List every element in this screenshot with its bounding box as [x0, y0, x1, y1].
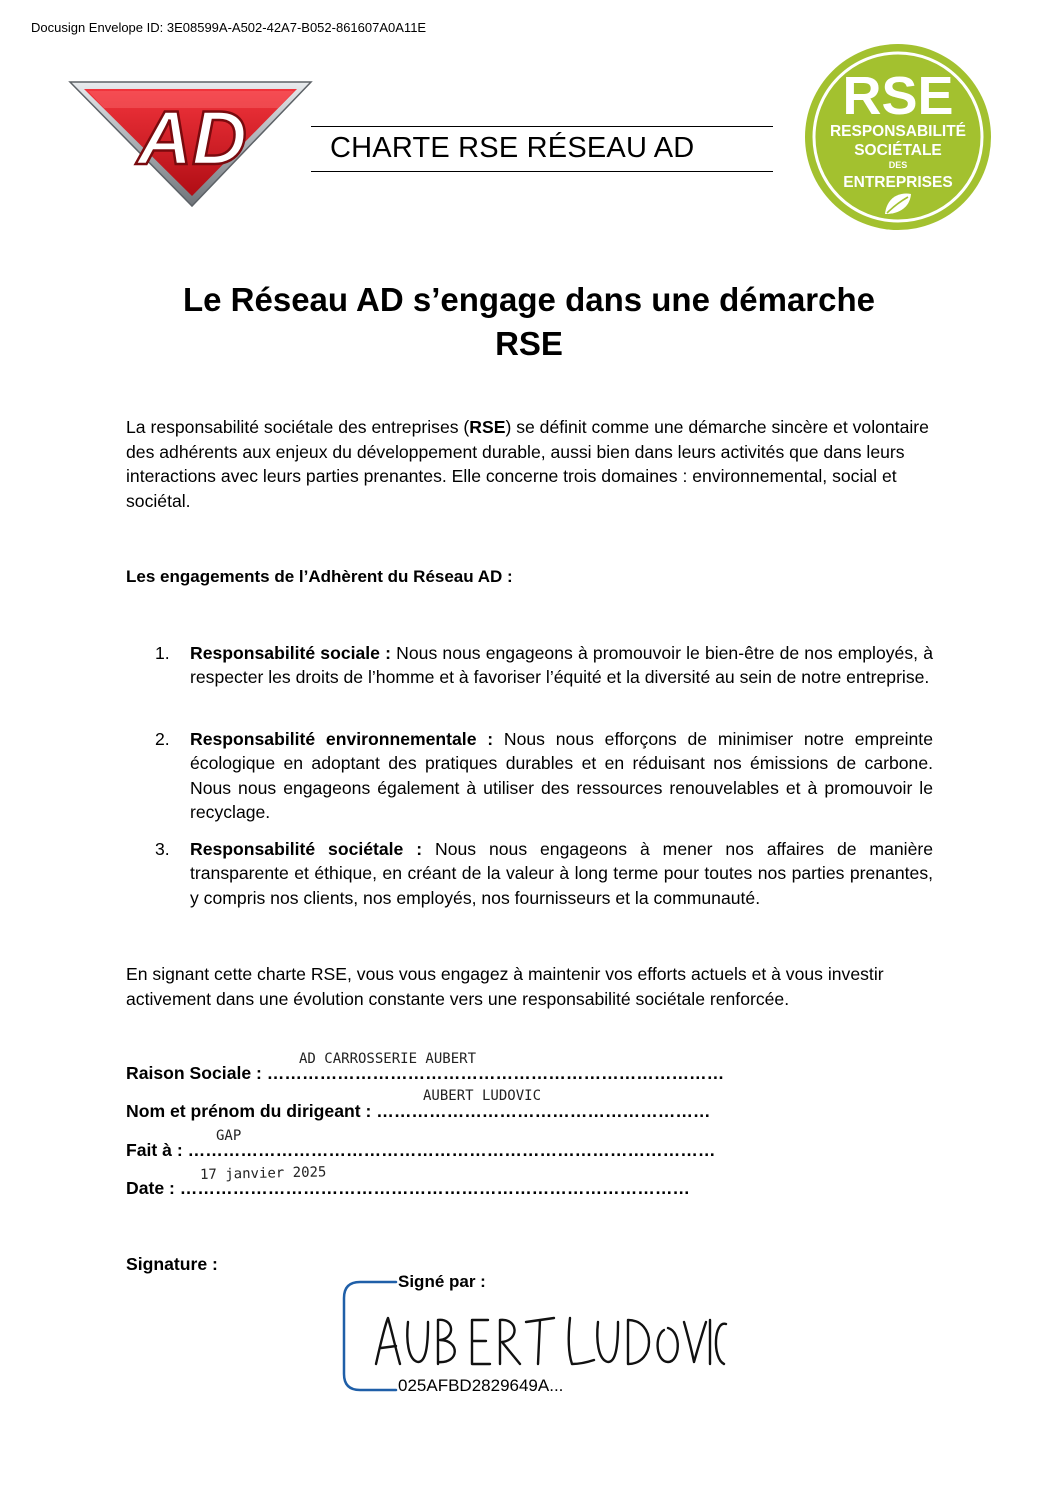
intro-part-1: La responsabilité sociétale des entreprises (	[126, 417, 470, 437]
list-item-text: Nous nous engageons à mener nos affaires de manière transparente et éthique, en créant de la valeur à long terme pour toutes nos parties prenantes, y compris nos clients, nos employés, nos fournisseurs et la communauté.	[190, 839, 933, 908]
rse-logo-line3: DES	[888, 160, 908, 170]
signature-block[interactable]	[338, 1270, 738, 1405]
list-item-title: Responsabilité environnementale :	[190, 729, 494, 749]
signature-label: Signature :	[126, 1254, 218, 1274]
charter-title-band	[311, 126, 773, 172]
intro-part-2: ) se définit comme une démarche sincère et volontaire des adhérents aux enjeux du développement durable, aussi bien dans leurs activités que dans leurs interactions avec leurs parties prenantes. Elle concerne trois domaines : environnemental, social et sociétal.	[126, 417, 929, 511]
signature-hash: 025AFBD2829649A...	[398, 1376, 564, 1395]
rse-logo	[803, 42, 993, 232]
dirigeant-field	[126, 1101, 711, 1122]
date-label: Date :	[126, 1178, 175, 1198]
list-item	[155, 837, 933, 910]
list-item-text: Nous nous engageons à promouvoir le bien-être de nos employés, à respecter les droits de l’homme et à favoriser l’équité et la diversité au sein de notre entreprise.	[190, 643, 933, 688]
list-item-number: 3.	[155, 839, 170, 859]
intro-paragraph	[126, 415, 932, 513]
fait-a-value[interactable]: GAP	[216, 1128, 242, 1144]
intro-rse: RSE	[469, 417, 506, 437]
dirigeant-value[interactable]: AUBERT LUDOVIC	[423, 1088, 542, 1104]
date-value[interactable]: 17 janvier 2025	[199, 1164, 327, 1183]
fait-a-label: Fait à :	[126, 1140, 183, 1160]
fait-a-dots: ………………………………………………………………………………	[187, 1140, 716, 1160]
dirigeant-label: Nom et prénom du dirigeant :	[126, 1101, 372, 1121]
rse-logo-line2: SOCIÉTALE	[854, 142, 942, 159]
engagements-title: Les engagements de l’Adhèrent du Réseau AD :	[126, 567, 513, 586]
headline-line-2: RSE	[495, 325, 563, 362]
date-dots: ……………………………………………………………………………	[179, 1178, 690, 1198]
raison-sociale-value[interactable]: AD CARROSSERIE AUBERT	[299, 1051, 477, 1067]
list-item-number: 1.	[155, 643, 170, 663]
envelope-id: Docusign Envelope ID: 3E08599A-A502-42A7-B052-861607A0A11E	[31, 20, 427, 35]
charter-title: CHARTE RSE RÉSEAU AD	[330, 132, 695, 164]
rse-logo-line1: RESPONSABILITÉ	[829, 123, 967, 140]
list-item	[155, 727, 933, 824]
list-item-number: 2.	[155, 729, 170, 749]
raison-sociale-field	[126, 1063, 724, 1084]
signed-by-label: Signé par :	[398, 1272, 486, 1291]
ad-logo	[68, 78, 313, 208]
rse-logo-line4: ENTREPRISES	[843, 174, 953, 191]
list-item	[155, 641, 933, 690]
date-field	[126, 1178, 690, 1199]
list-item-text: Nous nous efforçons de minimiser notre empreinte écologique en adoptant des pratiques durables et en réduisant nos émissions de carbone. Nous nous engageons également à utiliser des ressources renouvelables et à promouvoir le recyclage.	[190, 729, 933, 822]
list-item-title: Responsabilité sociale :	[190, 643, 391, 663]
ad-logo-text: AD	[137, 96, 247, 181]
closing-paragraph: En signant cette charte RSE, vous vous engagez à maintenir vos efforts actuels et à vous investir activement dans une évolution constante vers une responsabilité sociétale renforcée.	[126, 964, 884, 1009]
fait-a-field	[126, 1140, 715, 1161]
list-item-title: Responsabilité sociétale :	[190, 839, 423, 859]
raison-sociale-label: Raison Sociale :	[126, 1063, 262, 1083]
raison-sociale-dots: ……………………………………………………………………	[266, 1063, 725, 1083]
page-headline	[80, 278, 978, 366]
dirigeant-dots: …………………………………………………	[376, 1101, 711, 1121]
handwritten-signature	[368, 1306, 728, 1376]
headline-line-1: Le Réseau AD s’engage dans une démarche	[182, 281, 876, 318]
rse-logo-big: RSE	[842, 66, 954, 126]
